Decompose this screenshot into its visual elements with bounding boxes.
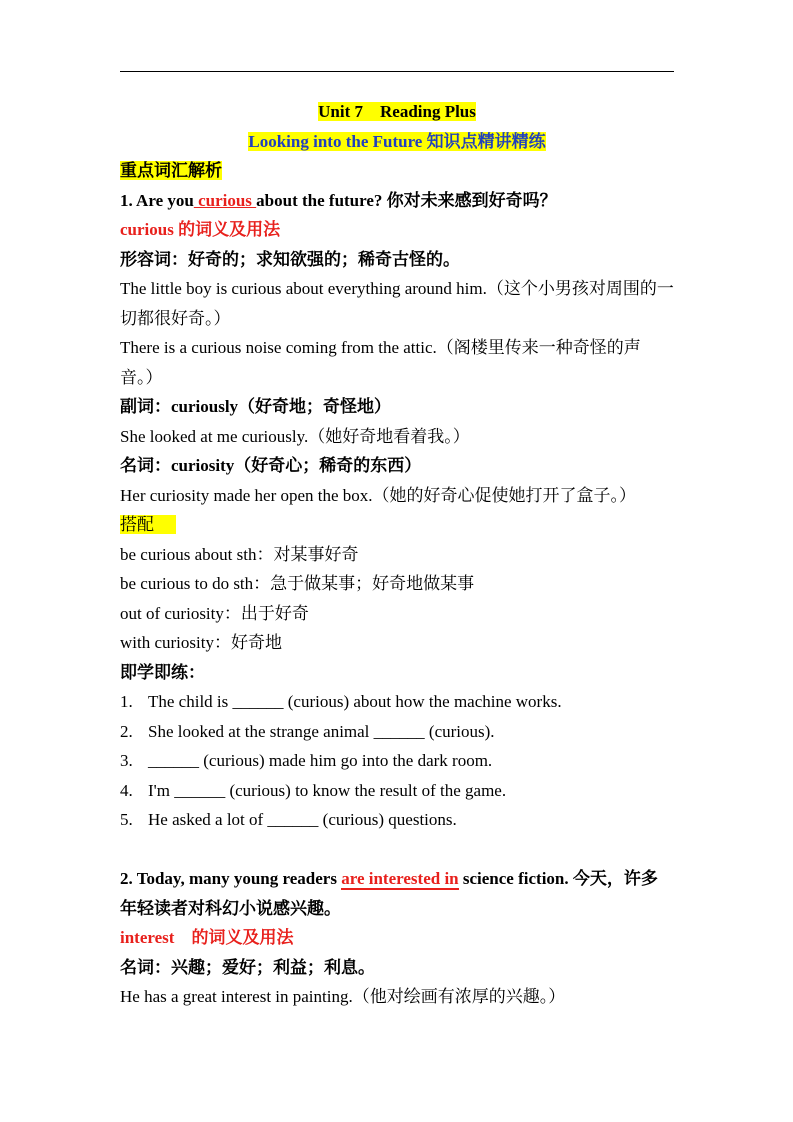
collocation-item: out of curiosity：出于好奇 — [120, 603, 309, 623]
key-phrase-interested: are interested in — [341, 869, 459, 888]
collocation-heading: 搭配 — [120, 510, 674, 540]
noun-definition: 名词：兴趣；爱好；利益；利息。 — [120, 957, 375, 977]
word-usage-heading: curious 的词义及用法 — [120, 220, 281, 239]
collocation-item: be curious to do sth：急于做某事；好奇地做某事 — [120, 574, 475, 593]
example-1: The little boy is curious about everything around him.（这个小男孩对周围的一切都很好奇。） — [120, 279, 674, 328]
adverb-definition: 副词：curiously（好奇地；奇怪地） — [120, 397, 392, 416]
exercise-item: 4. I'm ______ (curious) to know the result of the game. — [120, 780, 507, 800]
practice-heading: 即学即练： — [120, 662, 205, 682]
collocation-item: with curiosity：好奇地 — [120, 633, 282, 652]
question-2: 2. Today, many young readers are interested in science fiction. 今天，许多年轻读者对科幻小说感兴趣。 — [120, 869, 658, 918]
exercise-item: 2. She looked at the strange animal ______ (curious). — [120, 721, 495, 741]
example-1: He has a great interest in painting.（他对绘画有浓厚的兴趣。） — [120, 987, 566, 1006]
document-page — [120, 97, 674, 1012]
example-3: She looked at me curiously.（她好奇地看着我。） — [120, 426, 470, 446]
adjective-definition: 形容词：好奇的；求知欲强的；稀奇古怪的。 — [120, 249, 460, 269]
key-word-curious: curious — [193, 190, 257, 210]
example-4: Her curiosity made her open the box.（她的好奇心促使她打开了盒子。） — [120, 485, 637, 505]
collocation-item: be curious about sth：对某事好奇 — [120, 544, 359, 564]
exercise-item: 3. ______ (curious) made him go into the dark room. — [120, 751, 493, 770]
title-line-2: Looking into the Future 知识点精讲精练 — [248, 131, 546, 151]
exercise-item: 5. He asked a lot of ______ (curious) questions. — [120, 810, 457, 829]
noun-definition: 名词：curiosity（好奇心；稀奇的东西） — [120, 456, 422, 475]
example-2: There is a curious noise coming from the attic.（阁楼里传来一种奇怪的声音。） — [120, 338, 641, 387]
exercise-item: 1. The child is ______ (curious) about how the machine works. — [120, 692, 562, 711]
header-rule — [120, 71, 674, 72]
word-usage-heading: interest 的词义及用法 — [120, 928, 294, 947]
section-heading: 重点词汇解析 — [120, 161, 222, 180]
title-line-1: Unit 7 Reading Plus — [318, 102, 476, 121]
question-1: 1. Are you curious about the future? 你对未来感到好奇吗？ — [120, 190, 557, 210]
spacer — [120, 835, 674, 865]
